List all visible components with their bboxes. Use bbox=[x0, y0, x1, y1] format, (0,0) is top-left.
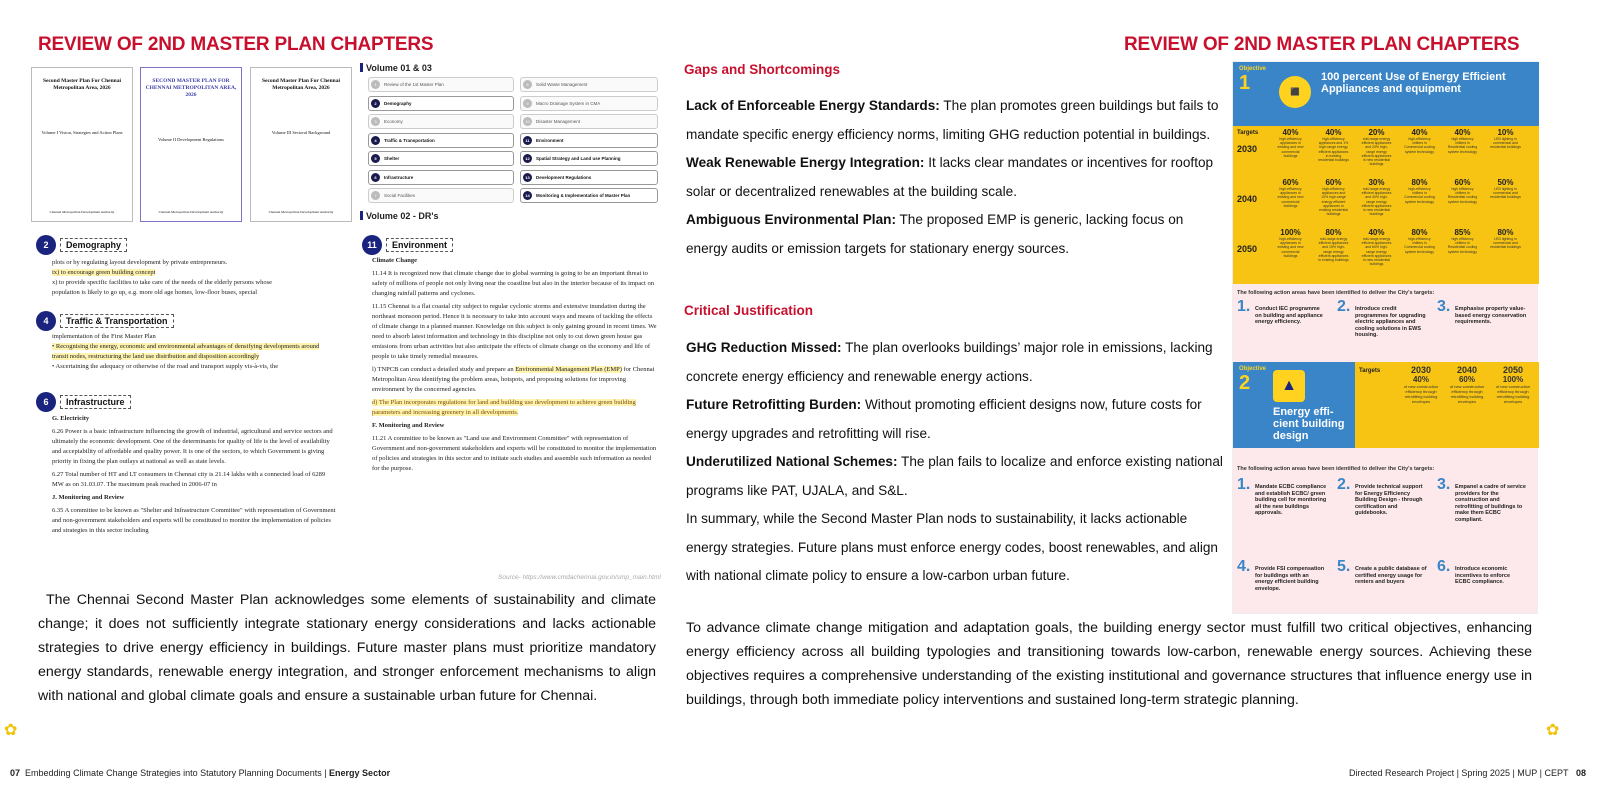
action-text: Provide FSI compensation for buildings with an energy efficient building envelope. bbox=[1255, 566, 1325, 592]
chapter-label: Traffic & Transportation bbox=[384, 137, 435, 143]
target-value: 80% bbox=[1411, 228, 1428, 237]
target-cell bbox=[1447, 128, 1478, 154]
badge-traffic: 4 Traffic & Transportation bbox=[36, 311, 174, 331]
target-description: high-efficiency chillers in Commercial cooling system technology bbox=[1404, 137, 1435, 154]
target-description: high efficiency chillers in Residential cooling system technology bbox=[1447, 137, 1478, 154]
chapter-label: Environment bbox=[536, 137, 564, 143]
chapter-label: Solid Waste Management bbox=[536, 82, 588, 87]
chapter-number: 1 bbox=[371, 80, 380, 89]
action-text: Introduce economic incentives to enforce ECBC compliance. bbox=[1455, 566, 1511, 585]
chapter-number: 4 bbox=[371, 136, 380, 145]
chapter-number: 2 bbox=[371, 99, 380, 108]
target-cell bbox=[1275, 178, 1306, 208]
target-value: 20% bbox=[1368, 128, 1385, 137]
cover-volume-3: Second Master Plan For Chennai Metropolitan Area, 2026 Volume III Sectoral Background Chennai Metropolitan Development Authority bbox=[250, 67, 352, 222]
action-text: Mandate ECBC compliance and establish ECBC/ green building cell for monitoring all the new buildings approvals. bbox=[1255, 484, 1327, 516]
badge-demography: 2 Demography bbox=[36, 235, 127, 255]
target-value: 100% bbox=[1502, 375, 1524, 384]
target-year: 2040 bbox=[1456, 365, 1478, 375]
action-item bbox=[1237, 298, 1327, 326]
chapter-item bbox=[520, 114, 658, 129]
target-description: mid-range energy efficient appliances and 20% high-range energy efficient appliances in new residential buildings bbox=[1361, 137, 1392, 167]
snippet-infrastructure: G. Electricity 6.26 Power is a basic infrastructure influencing the growth of industrial, agricultural and service sectors and ultimately the economic development. One of the determinants for quality of life is the level of availability and acceptability of affordable and quality power. It is one of the sectors, to which Government is giving priority in fixing the plan outlays at national as well as state levels. 6.27 Total number of HT and LT consumers in Chennai city is 21.14 lakhs with a connected load of 6289 MW as on 31.03.07. The maximum peak reached in 2006-07 in J. Monitoring and Review 6.35 A committee to be known as "Shelter and Infrastructure Committee" with representation of Government and non-government stakeholders and experts will be constituted to monitor the implementation of policies and strategies in this sector including bbox=[52, 415, 336, 534]
target-cell bbox=[1275, 228, 1306, 258]
target-cell bbox=[1318, 178, 1349, 216]
action-number: 5. bbox=[1337, 558, 1351, 575]
target-value: 85% bbox=[1454, 228, 1471, 237]
target-description: high efficiency chillers in Residential cooling system technology bbox=[1447, 187, 1478, 204]
justification-heading: Critical Justification bbox=[684, 303, 814, 318]
chapter-label: Spatial Strategy and Land use Planning bbox=[536, 156, 621, 161]
target-value: 40% bbox=[1412, 375, 1429, 384]
gaps-list bbox=[686, 92, 1226, 263]
chapter-label: Demography bbox=[384, 100, 412, 106]
target-cell bbox=[1490, 228, 1521, 250]
source-note: Source- https://www.cmdachennai.gov.in/smp_main.html bbox=[498, 574, 661, 581]
chapter-number: 14 bbox=[523, 191, 532, 200]
target-value: 40% bbox=[1282, 128, 1299, 137]
target-description: of new construction efficiency through retrofitting building envelopes bbox=[1495, 384, 1531, 404]
target-cell bbox=[1404, 128, 1435, 154]
target-value: 80% bbox=[1497, 228, 1514, 237]
target-cell bbox=[1490, 178, 1521, 200]
target-cell bbox=[1447, 178, 1478, 204]
action-number: 2. bbox=[1337, 476, 1351, 493]
action-number: 3. bbox=[1437, 476, 1451, 493]
decorative-flower-icon: ✿ bbox=[4, 722, 18, 739]
summary-paragraph: In summary, while the Second Master Plan nods to sustainability, it lacks actionable energy strategies. Future plans must enforce energy codes, boost renewables, and align with national climate policy to ensure a low-carbon urban future. bbox=[686, 511, 1218, 583]
chapter-label: Disaster Management bbox=[536, 119, 581, 124]
action-number: 6. bbox=[1437, 558, 1451, 575]
chapter-item bbox=[368, 114, 514, 129]
chapter-label: Infrastructure bbox=[384, 174, 414, 180]
footer-right: Directed Research Project | Spring 2025 | MUP | CEPT 08 bbox=[1349, 768, 1586, 778]
chapter-label: Review of the 1st Master Plan bbox=[384, 82, 444, 87]
target-description: LED lighting in commercial and residential buildings bbox=[1490, 187, 1521, 200]
target-year: 2050 bbox=[1237, 244, 1258, 254]
target-value: 40% bbox=[1411, 128, 1428, 137]
target-description: mid-range energy efficient appliances and 15% high-range energy efficient appliances in existing buildings bbox=[1318, 237, 1349, 263]
chapter-item bbox=[368, 170, 514, 185]
gap-item: Ambiguous Environmental Plan: The proposed EMP is generic, lacking focus on energy audits or emission targets for stationary energy sources. bbox=[686, 212, 1184, 256]
objective-2-header: Objective 2 ▲ Energy effi-cient building design bbox=[1233, 362, 1539, 448]
chapter-item bbox=[520, 151, 658, 166]
chapter-number: 5 bbox=[371, 154, 380, 163]
target-value: 10% bbox=[1497, 128, 1514, 137]
target-column bbox=[1401, 366, 1441, 404]
justification-item: GHG Reduction Missed: The plan overlooks buildings’ major role in emissions, lacking concrete energy efficiency and renewable energy actions. bbox=[686, 340, 1213, 384]
target-cell bbox=[1447, 228, 1478, 254]
target-value: 100% bbox=[1280, 228, 1301, 237]
chapter-label: Development Regulations bbox=[536, 174, 592, 180]
chapter-number: 3 bbox=[371, 117, 380, 126]
action-number: 2. bbox=[1337, 298, 1351, 315]
action-text: Create a public database of certified energy usage for renters and buyers bbox=[1355, 566, 1427, 585]
building-icon: ▲ bbox=[1273, 370, 1305, 402]
action-item bbox=[1437, 298, 1527, 326]
chapter-number: 9 bbox=[523, 99, 532, 108]
chapter-item bbox=[368, 77, 514, 92]
chapter-label: Macro Drainage System in CMA bbox=[536, 100, 601, 106]
target-cell bbox=[1318, 128, 1349, 162]
target-cell bbox=[1404, 228, 1435, 254]
target-description: of new construction efficiency through retrofitting building envelopes bbox=[1449, 384, 1485, 404]
target-year: 2030 bbox=[1237, 144, 1258, 154]
chapter-number: 11 bbox=[523, 136, 532, 145]
objective-2-targets: Targets 2030 40% of new construction efficiency through retrofitting building envelopes 2040 60% of new construction efficiency through retrofitting building envelopes 2050 100% of new construction efficiency through retrofitting building envelopes bbox=[1355, 362, 1539, 448]
action-item bbox=[1337, 476, 1427, 517]
objective-1-actions-caption: The following action areas have been identified to deliver the City's targets: bbox=[1237, 290, 1435, 296]
target-cell bbox=[1275, 128, 1306, 158]
target-value: 60% bbox=[1325, 178, 1342, 187]
target-cell bbox=[1361, 128, 1392, 166]
action-text: Introduce credit programmes for upgrading electric appliances and cooling solutions in EWS housing. bbox=[1355, 306, 1426, 338]
target-description: high-efficiency appliances in existing and new commercial buildings bbox=[1277, 187, 1304, 208]
decorative-flower-icon: ✿ bbox=[1546, 722, 1560, 739]
right-page-heading: REVIEW OF 2ND MASTER PLAN CHAPTERS bbox=[1124, 34, 1520, 55]
target-cell bbox=[1318, 228, 1349, 262]
target-cell bbox=[1361, 178, 1392, 216]
target-year: 2040 bbox=[1237, 194, 1258, 204]
target-value: 80% bbox=[1411, 178, 1428, 187]
chapter-number: 10 bbox=[523, 117, 532, 126]
action-text: Emphasise property value-based energy conservation requirements. bbox=[1455, 306, 1527, 325]
cover-volume-2: SECOND MASTER PLAN FOR CHENNAI METROPOLITAN AREA, 2026 Volume II Development Regulations Chennai Metropolitan Development Authority bbox=[140, 67, 242, 222]
footer-left: 07 Embedding Climate Change Strategies into Statutory Planning Documents | Energy Sector bbox=[10, 768, 391, 778]
chapter-label: Monitoring & Implementation of Master Plan bbox=[536, 193, 631, 198]
target-year: 2050 bbox=[1502, 365, 1524, 375]
target-year: 2030 bbox=[1410, 365, 1432, 375]
action-text: Provide technical support for Energy Efficiency Building Design - through certification and guidebooks. bbox=[1355, 484, 1423, 516]
target-cell bbox=[1361, 228, 1392, 266]
gap-item: Lack of Enforceable Energy Standards: The plan promotes green buildings but fails to mandate specific energy efficiency norms, limiting GHG reduction potential in buildings. bbox=[686, 98, 1219, 142]
target-value: 60% bbox=[1282, 178, 1299, 187]
target-value: 60% bbox=[1454, 178, 1471, 187]
target-value: 60% bbox=[1458, 375, 1475, 384]
objective-2-actions-caption: The following action areas have been identified to deliver the City's targets: bbox=[1237, 466, 1435, 472]
objective-1-targets: Targets 2030 40% high-efficiency appliances in existing and new commercial buildings 40% high-efficiency appliances and 1% high-range energy efficient appliances in existing residential buildings 20% mid-range energy efficient appliances and 20% high-range energy efficient appliances in new residential buildings 40% high-efficiency chillers in Commercial cooling system technology 40% high efficiency chillers in Residential cooling system technology 10% LED lighting in commercial and residential buildings 2040 60% high-efficiency appliances in existing and new commercial buildings 60% high-efficiency appliances and 10% high-range energy efficient appliances in existing residential buildings 30% mid-range energy efficient appliances and 40% high-range energy efficient appliances in new residential buildings 80% high-efficiency chillers in Commercial cooling system technology 60% high efficiency chillers in Residential cooling system technology 50% LED lighting in commercial and residential buildings 2050 100% high-efficiency appliances in existing and new commercial buildings 80% mid-range energy efficient appliances and 15% high-range energy efficient appliances in existing buildings 40% mid-range energy efficient appliances and 60% high-range energy efficient appliances in new residential buildings 80% high-efficiency chillers in Commercial cooling system technology 85% high efficiency chillers in Residential cooling system technology 80% LED lighting in commercial and residential buildings bbox=[1233, 126, 1539, 284]
target-value: 80% bbox=[1325, 228, 1342, 237]
chapter-number: 6 bbox=[371, 173, 380, 182]
target-description: high-efficiency appliances in existing and new commercial buildings bbox=[1277, 237, 1304, 258]
gaps-heading: Gaps and Shortcomings bbox=[684, 62, 841, 77]
right-body-paragraph: To advance climate change mitigation and adaptation goals, the building energy sector must fulfill two critical objectives, enhancing energy efficiency across all building typologies and transitioning towards low-carbon, renewable energy sources. Achieving these objectives requires a comprehensive understanding of the existing institutional and governance structures that influence energy use in buildings, through both immediate policy interventions and sustained long-term strategic planning. bbox=[686, 620, 1532, 708]
target-column bbox=[1493, 366, 1533, 404]
target-value: 40% bbox=[1368, 228, 1385, 237]
action-number: 4. bbox=[1237, 558, 1251, 575]
gap-item: Weak Renewable Energy Integration: It lacks clear mandates or incentives for rooftop solar or decentralized renewables at the building scale. bbox=[686, 155, 1214, 199]
target-cell bbox=[1490, 128, 1521, 150]
snippet-demography: plots or by regulating layout development by private entrepreneurs. ix) to encourage green building concept x) to provide specific facilities to take care of the needs of the elderly persons whose population is likely to go up, e.g. more old age homes, low-floor buses, special bbox=[52, 259, 273, 296]
left-body-paragraph: The Chennai Second Master Plan acknowledges some elements of sustainability and climate change; it does not sufficiently integrate stationary energy considerations and lacks actionable strategies to drive energy efficiency in buildings. Future master plans must prioritize mandatory energy standards, renewable energy integration, and stronger enforcement mechanisms to align with national and global climate goals and ensure a sustainable urban future for Chennai. bbox=[38, 592, 656, 704]
chapter-item bbox=[368, 96, 514, 111]
target-value: 40% bbox=[1454, 128, 1471, 137]
target-description: high efficiency chillers in Residential cooling system technology bbox=[1447, 237, 1478, 254]
action-number: 3. bbox=[1437, 298, 1451, 315]
justification-item: Underutilized National Schemes: The plan fails to localize and enforce existing national programs like PAT, UJALA, and S&L. bbox=[686, 454, 1223, 498]
chapter-item bbox=[520, 170, 658, 185]
volume-02-title: Volume 02 - DR's bbox=[360, 211, 439, 221]
objectives-infographic bbox=[1232, 61, 1538, 614]
left-page-heading: REVIEW OF 2ND MASTER PLAN CHAPTERS bbox=[38, 34, 434, 55]
volume-01-03-title: Volume 01 & 03 bbox=[360, 63, 432, 73]
target-cell bbox=[1404, 178, 1435, 204]
appliance-icon: ◾ bbox=[1279, 76, 1311, 108]
target-description: high-efficiency appliances in existing and new commercial buildings bbox=[1277, 137, 1304, 158]
target-value: 50% bbox=[1497, 178, 1514, 187]
chapter-item bbox=[520, 96, 658, 111]
action-item bbox=[1237, 476, 1327, 517]
justification-item: Future Retrofitting Burden: Without promoting efficient designs now, future costs for energy upgrades and retrofitting will rise. bbox=[686, 397, 1202, 441]
target-column bbox=[1447, 366, 1487, 404]
target-value: 30% bbox=[1368, 178, 1385, 187]
target-description: LED lighting in commercial and residential buildings bbox=[1490, 137, 1521, 150]
action-item bbox=[1337, 558, 1427, 586]
chapter-item bbox=[520, 188, 658, 203]
badge-infrastructure: 6 Infrastructure bbox=[36, 392, 131, 412]
justification-list bbox=[686, 334, 1226, 591]
snippet-traffic: implementation of the First Master Plan • Recognising the energy, economic and environmental advantages of densifying developments around transit nodes, restructuring the land use distribution and disposition accordingly • Ascertaining the adequacy or otherwise of the road and transport supply vis-à-vis, the bbox=[52, 333, 320, 370]
chapter-label: Shelter bbox=[384, 156, 400, 161]
action-text: Empanel a cadre of service providers for the construction and retrofitting of buildings to make them ECBC compliant. bbox=[1455, 484, 1526, 523]
chapter-item bbox=[368, 133, 514, 148]
chapter-number: 8 bbox=[523, 80, 532, 89]
target-description: of new construction efficiency through retrofitting building envelopes bbox=[1403, 384, 1439, 404]
objective-1-header: Objective 1 ◾ 100 percent Use of Energy Efficient Appliances and equipment bbox=[1233, 62, 1539, 126]
chapter-item bbox=[520, 133, 658, 148]
target-description: LED lighting in commercial and residential buildings bbox=[1490, 237, 1521, 250]
action-item bbox=[1337, 298, 1427, 339]
chapter-number: 13 bbox=[523, 173, 532, 182]
chapter-item bbox=[368, 188, 514, 203]
target-value: 40% bbox=[1325, 128, 1342, 137]
action-item bbox=[1237, 558, 1327, 592]
action-item bbox=[1437, 558, 1527, 586]
target-description: high-efficiency chillers in Commercial cooling system technology bbox=[1404, 187, 1435, 204]
chapter-item bbox=[368, 151, 514, 166]
cover-volume-1: Second Master Plan For Chennai Metropolitan Area, 2026 Volume I Vision, Strategies and Action Plans Chennai Metropolitan Development Authority bbox=[31, 67, 133, 222]
chapter-label: Social Facilities bbox=[384, 193, 416, 198]
action-text: Conduct IEC programme on building and appliance energy efficiency. bbox=[1255, 306, 1323, 325]
chapter-number: 12 bbox=[523, 154, 532, 163]
target-description: high-efficiency appliances and 10% high-range energy efficient appliances in existing residential buildings bbox=[1319, 187, 1348, 217]
target-description: mid-range energy efficient appliances and 40% high-range energy efficient appliances in new residential buildings bbox=[1361, 187, 1392, 217]
chapter-item bbox=[520, 77, 658, 92]
action-number: 1. bbox=[1237, 298, 1251, 315]
target-description: mid-range energy efficient appliances and 60% high-range energy efficient appliances in new residential buildings bbox=[1361, 237, 1392, 267]
action-item bbox=[1437, 476, 1527, 523]
action-number: 1. bbox=[1237, 476, 1251, 493]
chapter-number: 7 bbox=[371, 191, 380, 200]
badge-environment: 11 Environment bbox=[362, 235, 453, 255]
target-description: high-efficiency chillers in Commercial cooling system technology bbox=[1404, 237, 1435, 254]
target-description: high-efficiency appliances and 1% high-range energy efficient appliances in existing residential buildings bbox=[1318, 137, 1349, 163]
snippet-environment: Climate Change 11.14 It is recognized now that climate change due to global warming is going to be an important threat to safety of millions of people not only living near the coastline but also in the interior because of its impact on changing rainfall patterns and cyclones. 11.15 Chennai is a flat coastal city subject to regular cyclonic storms and extensive inundation during the northeast monsoon period. Hence it is necessary to take into account ways and means of tackling the effects of climate change in a planned manner. Knowledge on this subject is only gaining ground in recent times. We need to absorb latest information and technology in this discipline not only to cut down green house gas emissions from urban activities but also anticipate the effects of climate change on the economy and life of people to take timely remedial measures. l) TNPCB can conduct a detailed study and prepare an Environmental Management Plan (EMP) for Chennai Metropolitan Area identifying the problem areas, hotspots, and proposing solutions for improving environment by the concerned agencies. d) The Plan incorporates regulations for land and building use development to achieve green building parameters and increasing greenery in all developments. F. Monitoring and Review 11.21 A committee to be known as "Land use and Environment Committee" with representation of Government and non-government stakeholders and experts will be constituted to monitor the implementation of policies and strategies in this sector and to initiate such studies and assemble such information as needed for the purpose. bbox=[372, 257, 657, 472]
chapter-label: Economy bbox=[384, 119, 403, 124]
